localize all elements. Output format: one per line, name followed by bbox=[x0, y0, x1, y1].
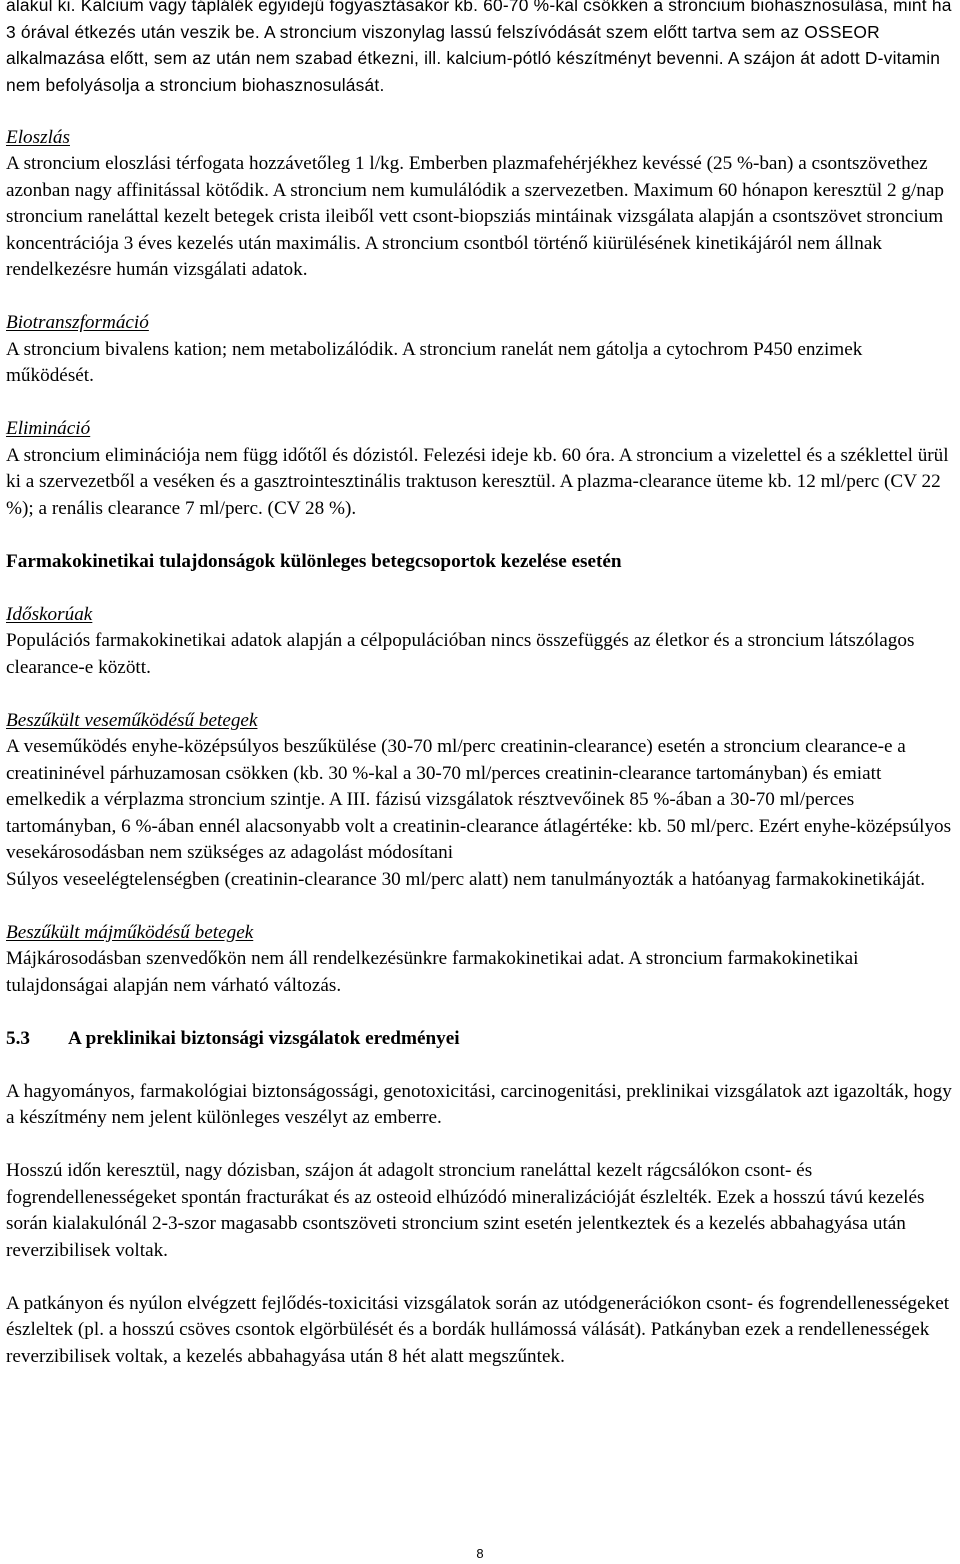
section-number: 5.3 bbox=[6, 1027, 30, 1049]
section-5-3-heading bbox=[6, 1026, 954, 1053]
document-page bbox=[6, 0, 954, 1370]
preclinical-paragraph-3: A patkányon és nyúlon elvégzett fejlődés-toxicitási vizsgálatok során az utódgenerációkon csont- és fogrendellenességeket észleltek (pl. a hosszú csöves csontok elgörbülését és a bordák hullámossá válását). Patkányban ezek a rendellenességek reverzibilisek voltak, a kezelés abbahagyása után 8 hét alatt megszűntek. bbox=[6, 1292, 950, 1367]
special-groups-title: Farmakokinetikai tulajdonságok különleges betegcsoportok kezelése esetén bbox=[6, 550, 622, 572]
hepatic-text: Májkárosodásban szenvedőkön nem áll rendelkezésünkre farmakokinetikai adat. A stroncium farmakokinetikai tulajdonságai alapján nem várható változás. bbox=[6, 948, 859, 996]
eloszlas-heading: Eloszlás bbox=[6, 126, 70, 148]
elderly-heading: Időskorúak bbox=[6, 603, 93, 625]
eloszlas-text: A stroncium eloszlási térfogata hozzávetőleg 1 l/kg. Emberben plazmafehérjékhez kevéssé (25 %-ban) a csontszövethez azonban nagy affinitással kötődik. A stroncium nem kumulálódik a szervezetben. Maximum 60 hónapon keresztül 2 g/nap stroncium raneláttal kezelt betegek crista ileiből vett csont-biopsziás mintáinak vizsgálata alapján a csontszövet stroncium koncentrációja 3 éves kezelés után maximális. A stroncium csontból történő kiürülésének kinetikájáról nem állnak rendelkezésre humán vizsgálati adatok. bbox=[6, 153, 945, 280]
renal-heading: Beszűkült veseműködésű betegek bbox=[6, 709, 258, 731]
eliminacio-text: A stroncium eliminációja nem függ időtől és dózistól. Felezési ideje kb. 60 óra. A stroncium a vizelettel és a széklettel ürül ki a szervezetből a veséken és a gasztrointesztinális traktuson keresztül. A plazma-clearance üteme kb. 12 ml/perc (CV 22 %); a renális clearance 7 ml/perc. (CV 28 %). bbox=[6, 444, 949, 519]
intro-text-2: A szájon át adott D-vitamin nem befolyásolja a stroncium biohasznosulását. bbox=[6, 48, 941, 95]
biotranszformacio-heading: Biotranszformáció bbox=[6, 312, 149, 333]
biotranszformacio-text: A stroncium bivalens kation; nem metabolizálódik. A stroncium ranelát nem gátolja a cytochrom P450 enzimek működését. bbox=[6, 338, 863, 386]
renal-text-1: A veseműködés enyhe-középsúlyos beszűkülése (30-70 ml/perc creatinin-clearance) esetén a stroncium clearance-e a creatininével párhuzamosan csökken (kb. 30 %-kal a 30-70 ml/perces creatinin-clearance tartományban) és emiatt emelkedik a vérplazma stroncium szintje. A III. fázisú vizsgálatok résztvevőinek 85 %-ában a 30-70 ml/perces tartományban, 6 %-ában ennél alacsonyabb volt a creatinin-clearance átlagértéke: kb. 50 ml/perc. Ezért enyhe-középsúlyos vesekárosodásban nem szükséges az adagolást módosítani bbox=[6, 736, 952, 863]
preclinical-paragraph-2: Hosszú időn keresztül, nagy dózisban, szájon át adagolt stroncium raneláttal kezelt rágcsálókon csont- és fogrendellenességeket spontán fracturákat és az osteoid elhúzódó mineralizációját észlelték. Ezek a hosszú távú kezelés során kialakulónál 2-3-szor magasabb csontszöveti stroncium szint esetén jelentkeztek és a kezelés abbahagyása után reverzibilisek voltak. bbox=[6, 1160, 925, 1261]
section-title: A preklinikai biztonsági vizsgálatok eredményei bbox=[68, 1027, 460, 1049]
renal-text-2: Súlyos veseelégtelenségben (creatinin-clearance 30 ml/perc alatt) nem tanulmányozták a hatóanyag farmakokinetikáját. bbox=[6, 868, 926, 890]
eliminacio-heading: Elimináció bbox=[6, 418, 91, 439]
intro-text-1: alakul ki. Kalcium vagy táplálék egyidejű fogyasztásakor kb. 60-70 %-kal csökken a stroncium biohasznosulása, mint ha 3 órával étkezés után veszik be. A stroncium viszonylag lassú felszívódását szem előtt tartva sem az OSSEOR alkalmazása előtt, sem az után nem szabad étkezni, ill. kalcium-pótló készítményt bevenni. bbox=[6, 0, 952, 68]
page-number: 8 bbox=[476, 1546, 484, 1561]
elderly-text: Populációs farmakokinetikai adatok alapján a célpopulációban nincs összefüggés az életkor és a stroncium látszólagos clearance-e között. bbox=[6, 630, 915, 678]
preclinical-paragraph-1: A hagyományos, farmakológiai biztonságossági, genotoxicitási, carcinogenitási, preklinikai vizsgálatok azt igazolták, hogy a készítmény nem jelent különleges veszélyt az emberre. bbox=[6, 1080, 952, 1128]
intro-paragraph bbox=[6, 0, 954, 98]
hepatic-heading: Beszűkült májműködésű betegek bbox=[6, 921, 254, 943]
